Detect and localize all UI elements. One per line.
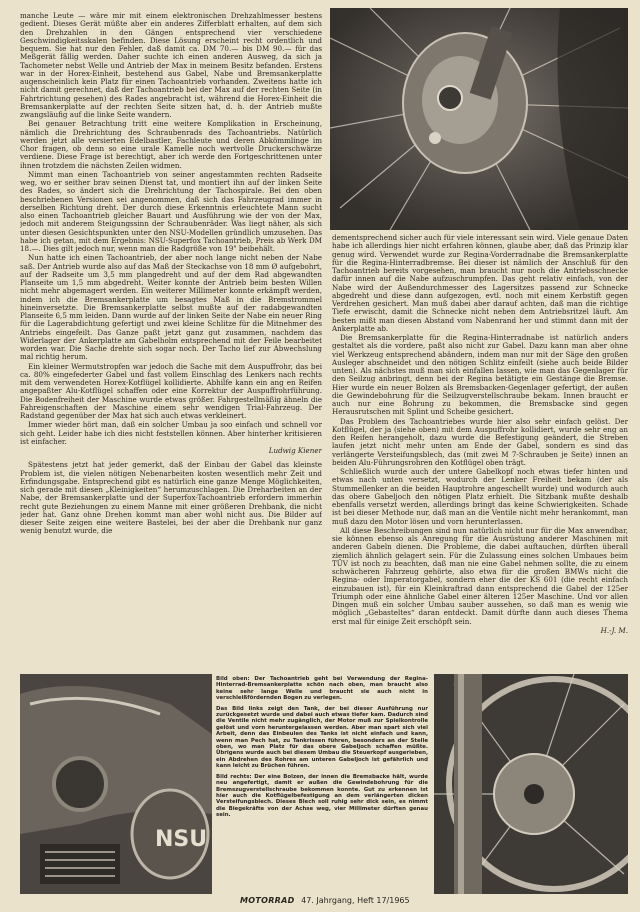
caption-right: Bild rechts: Der eine Bolzen, der innen die Bremsbacke hält, wurde neu angefertigt, damit er außen die Gewindebohrung für die Bremszugverstellschraube bekommen konnte. Gut zu erkennen ist hier auch die Kotflügelbefestigung an dem verlängerten dicken Versteifungsblech. Dieses Blech soll ruhig sehr dick sein, es nimmt die Biegekräfte von der Achse weg, vier Millimeter dürften genau sein. [216,773,428,819]
paragraph: Das Problem des Tachoantriebes wurde hier also sehr einfach gelöst. Der Kotflügel, der ja (siehe oben) mit dem Auspuffrohr kollidiert, wurde sehr eng an den Reifen herangeholt, dazu wurde die Befestigung geändert, die Streben laufen jetzt nicht mehr unten am Ende der Gabel, sondern es sind das verlängerte Versteifungsblech, das (mit zwei M 7-Schrauben je Seite) innen an beiden Alu-Führungsrohren den Kotflügel oben trägt. [332,416,628,467]
brake-plate-photo [434,674,628,894]
paragraph: manche Leute — wäre mir mit einem elektronischen Drehzahlmesser bestens gedient. Dieses Gerät müßte aber ein anderes Zifferblatt erhalten, auf dem sich den Drehzahlen in den Gängen entsprechend vier verschiedene Geschwindigkeitsskalen befinden. Diese Lösung erscheint recht ordentlich und bequem. Sie hat nur den Fehler, daß damit ca. DM 70.— bis DM 90.— für das Meßgerät fällig werden. Daher suchte ich einen anderen Ausweg, da sich ja Tachometer nebst Welle und Antrieb der Max in meinem Besitz befanden. Erstens war in der Horex-Einheit, bestehend aus Gabel, Nabe und Bremsankerplatte augenscheinlich kein Platz für einen Tachoantrieb vorhanden. Zweitens hatte ich nicht damit gerechnet, daß der Tachoantrieb bei der Max auf der rechten Seite (in Fahrtrichtung gesehen) des Rades angebracht ist, während die Horex-Einheit die Bremsankerplatte auf der rechten Seite sitzen hat, d. h. der Antrieb mußte zwangsläufig auf die linke Seite wandern. [20,12,322,119]
motorcycle-tank-photo [20,674,212,894]
right-column [332,234,628,664]
paragraph: All diese Beschreibungen sind nun natürlich nicht nur für die Max anwendbar, sie können ebenso als Anregung für die Ausrüstung anderer Maschinen mit anderen Gabeln dienen. Die Probleme, die dabei auftauchen, dürften überall ziemlich ähnlich gelagert sein. Für die Zulassung eines solchen Umbaues beim TÜV ist noch zu beachten, daß man nie eine Gabel nehmen sollte, die zu einem schwächeren Fahrzeug gehörte, also etwa für die großen BMWs nicht die Regina- oder Imperatorgabel, sondern eher die der KS 601 (die recht einfach einzubauen ist), für ein Kleinkraftrad dann entsprechend die Gabel der 125er Triumph oder eine ähnliche Gabel einer älteren 125er Maschine. Und vor allen Dingen muß ein solcher Umbau sauber aussehen, so daß man es wenig wie möglich „Gebasteltes“ daran entdeckt. Damit dürfte dann auch dieses Thema erst mal für einige Zeit erschöpft sein. [332,525,628,626]
caption-left: Das Bild links zeigt den Tank, der bei dieser Ausführung nur zurückgesetzt wurde und dabei auch etwas tiefer kam. Dadurch sind die Ventile nicht mehr zugänglich, der Motor muß zur Spielkontrolle gelöst und vorn heruntergelassen werden. Aber man spart sich viel Arbeit, denn das Einbeulen des Tanks ist nicht einfach und kann, wenn man Pech hat, zu Tankrissen führen, besonders an der Stelle oben, wo man Platz für das obere Gabeljoch schaffen müßte. Übrigens wurde auch bei diesem Umbau die Steuerkopf ausgerieben, ein Abdrehen des Rohres am unteren Gabeljoch ist gefährlich und kann leicht zu Brüchen führen. [216,705,428,770]
author-signature: Ludwig Kiener [268,446,322,455]
author-signature: H.-J. M. [600,625,628,635]
magazine-brand: MOTORRAD [240,896,295,905]
caption-top: Bild oben: Der Tachoantrieb geht bei Verwendung der Regina-Hinterrad-Bremsankerplatte schön nach oben, man braucht also keine sehr lange Welle und braucht sie auch nicht in verschleißfördernden Bogen zu verlegen. [216,676,428,702]
page-footer [240,896,410,905]
left-column [20,12,322,646]
paragraph: Immer wieder hört man, daß ein solcher Umbau ja soo einfach und schnell vor sich geht. Leider habe ich dies nicht feststellen können. Aber hinterher kritisieren ist einfacher. [20,420,322,446]
paragraph: Bei genauer Betrachtung tritt eine weitere Komplikation in Erscheinung, nämlich die Drehrichtung des Schraubenrads des Tachoantriebs. Natürlich werden jetzt alle versierten Edelbastler, Fachleute und deren Abkömmlinge im Chor fragen, ob denn so eine urale Kamelle noch wertvolle Druckerschwärze verdiene. Diese Frage ist berechtigt, aber ich werde den Fortgeschrittenen unter ihnen trotzdem die nächsten Zeilen widmen. [20,119,322,170]
wheel-hub-photo [330,8,628,230]
paragraph: Nun hatte ich einen Tachoantrieb, der aber noch lange nicht neben der Nabe saß. Der Antrieb wurde also auf das Maß der Steckachse von 18 mm Ø aufgebohrt, auf der Radseite um 3,5 mm plangedreht und auf der dem Rad abgewandten Planseite um 1,5 mm abgedreht. Weiter konnte der Antrieb beim besten Willen nicht mehr abgemagert werden. Ein weiterer Millimeter konnte erkämpft werden, indem ich die Bremsankerplatte um besagtes Maß in die Bremstrommel hineinversetzte. Die Bremsankerplatte selbst mußte auf der radabgewandten Planseite 6,5 mm leiden. Dann wurde auf der linken Seite der Nabe ein neuer Ring für die Lagerabdichtung gefertigt und zwei kleine Schlitze für die Mitnehmer des Antriebs eingefeilt. Das Ganze paßt jetzt ganz gut zusammen, nachdem das Widerlager der Ankerplatte am Gabelholm entsprechend mit der Feile bearbeitet worden war. Die Sache drehte sich sogar noch. Der Tacho lief zur Abwechslung mal richtig herum. [20,253,322,362]
caption-column [216,676,428,892]
paragraph: Nimmt man einen Tachoantrieb von seiner angestammten rechten Radseite weg, wo er seither brav seinen Dienst tat, und montiert ihn auf der linken Seite des Rades, so ändert sich die Drehrichtung der Tachospirale. Bei den oben beschriebenen Versionen sei angenommen, daß sich das Fahrzeugrad immer in derselben Richtung dreht. Der durch diese Erkenntnis erleuchtete Mann sucht also einen Tachoantrieb gleicher Bauart und Ausführung wie der von der Max, jedoch mit anderem Steigungssinn der Schraubenräder. Was liegt näher, als sich unter diesen Gesichtspunkten unter den NSU-Modellen gründlich umzusehen. Das habe ich getan, mit dem Ergebnis: NSU-Superfox Tachoantrieb, Preis ab Werk DM 18.—. Dies gilt jedoch nur, wenn man die Radgröße von 19" beibehält. [20,169,322,253]
paragraph: Spätestens jetzt hat jeder gemerkt, daß der Einbau der Gabel das kleinste Problem ist, die vielen nötigen Nebenarbeiten kosten wesentlich mehr Zeit und Erfindungsgabe. Entsprechend gibt es natürlich eine ganze Menge Möglichkeiten, sich gerade mit diesen „Kleinigkeiten“ herumzuschlagen. Die Dreharbeiten an der Nabe, der Bremsankerplatte und der Superfox-Tachoantrieb erfordern immerhin recht gute Beziehungen zu einem Manne mit einer größeren Drehbank, die nicht jeder hat. Ganz ohne Drehen kommt man aber wohl nicht aus. Die Bilder auf dieser Seite zeigen eine weitere Bastelei, bei der aber die Drehbank nur ganz wenig benutzt wurde, die [20,460,322,536]
motorcycle-tank-illustration [20,674,212,894]
paragraph: Schließlich wurde auch der untere Gabelkopf noch etwas tiefer hinten und etwas nach unten versetzt, wodurch der Lenker Freiheit bekam (der als Stummellenker an die beiden Hauptrohre angeschellt wurde) und wodurch auch das obere Gabeljoch den nötigen Platz erhielt. Die Sitzbank mußte deshalb ebenfalls versetzt werden, allerdings bringt das keine Schwierigkeiten. Schade ist bei dieser Methode nur, daß man an die Ventile nicht mehr herankommt, man muß dazu den Motor lösen und vorn herunterlassen. [332,467,628,526]
brake-plate-illustration [434,674,628,894]
wheel-hub-illustration [330,8,628,230]
paragraph: Ein kleiner Wermutstropfen war jedoch die Sache mit dem Auspuffrohr, das bei ca. 80% eingefederter Gabel und fast vollem Einschlag des Lenkers nach rechts mit dem verwendeten Horex-Kotflügel kollidierte. Abhilfe kann ein ang en Reifen angepaßter Alu-Kotflügel schaffen oder eine Korrektur der Auspuffrohrführung. Die Bodenfreiheit der Maschine wurde etwas größer. Fahrgestellmäßig ähneln die Fahreigenschaften der Maschine einem sehr wendigen Trial-Fahrzeug. Der Radstand gegenüber der Max hat sich auch etwas verkleinert. [20,361,322,420]
issue-info: 47. Jahrgang, Heft 17/1965 [301,896,410,905]
svg-text:NSU: NSU [155,827,208,852]
paragraph: Die Bremsankerplatte für die Regina-Hinterradnabe ist natürlich anders gestaltet als die vordere, paßt also nicht zur Gabel. Dazu kann man aber ohne viel Werkzeug entsprechend abändern, indem man nur mit der Säge den großen Ausleger abschneidet und den nötigen Schlitz einfeilt (siehe auch beide Bilder unten). Als nächstes muß man sich einfallen lassen, wie man das Gegenlager für den Seilzug anbringt, denn bei der Regina betätigte ein Gestänge die Bremse. Hier wurde ein neuer Bolzen als Bremsbacken-Gegenlager gefertigt, der außen die Gewindebohrung für die Seilzugverstellschraube bekam. Innen braucht er auch nur eine Bohrung zu bekommen, die Bremsbacke sind gegen Herausrutschen mit Splint und Scheibe gesichert. [332,333,628,417]
paragraph: dementsprechend sicher auch für viele interessant sein wird. Viele genaue Daten habe ich allerdings hier nicht erfahren können, glaube aber, daß das Prinzip klar genug wird. Verwendet wurde zur Regina-Vorderradnabe die Bremsankerplatte für die Regina-Hinterradbremse. Bei dieser ist nämlich der Anschluß für den Tachoantrieb bereits vorgesehen, man braucht nur noch die Antriebsschnecke dafür innen auf die Nabe aufzuschrumpfen. Das geht relativ einfach, von der Nabe wird der Außendurchmesser des Lagersitzes passend zur Schnecke abgedreht und diese dann aufgezogen, evtl. noch mit einem Kerbstift gegen Verdrehen gesichert. Man muß dabei aber darauf achten, daß man die richtige Tiefe erwischt, damit die Schnecke nicht neben dem Antriebsritzel läuft. Am besten mißt man diesen Abstand vom Nabenrand her und stimmt dann mit der Ankerplatte ab. [332,234,628,333]
